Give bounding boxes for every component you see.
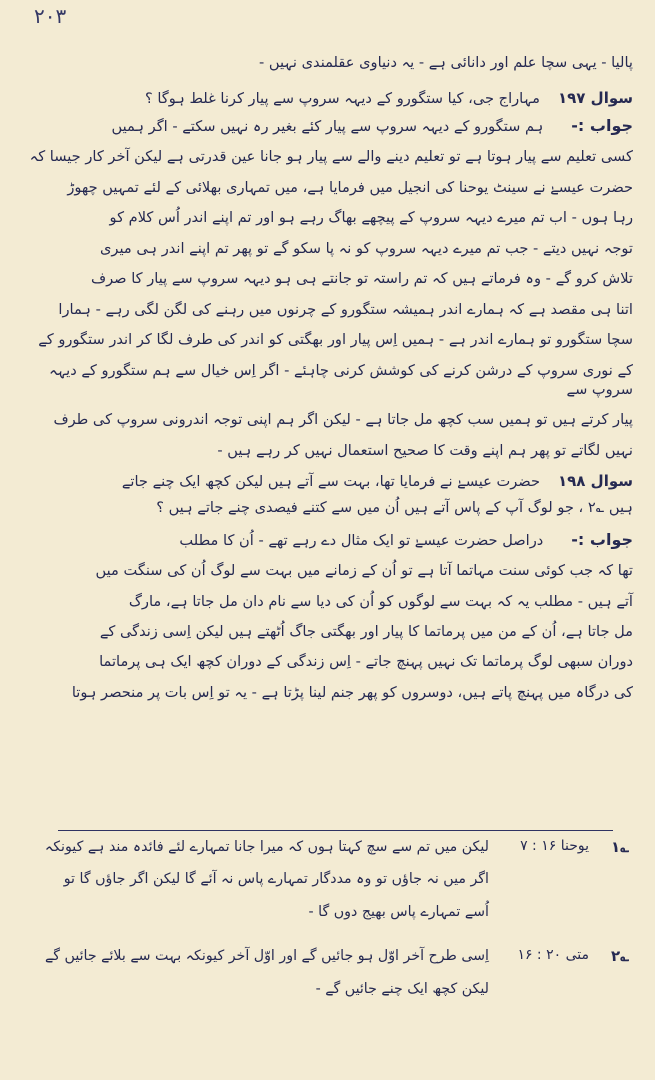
answer-line: توجہ نہیں دیتے - جب تم میرے دیہہ سروپ کو نہ پا سکو گے تو پھر تم اپنے اندر ہی میری	[100, 239, 633, 257]
question-label: سوال ۱۹۸	[557, 472, 633, 491]
main-text	[26, 54, 633, 714]
answer-line: نہیں لگاتے تو پھر ہم اپنے وقت کا صحیح استعمال نہیں کر رہے ہیں -	[217, 441, 633, 459]
answer-line: رہا ہوں - اب تم میرے دیہہ سروپ کے پیچھے بھاگ رہے ہو اور تم اپنے اندر اُس کلام کو	[109, 209, 633, 227]
footnote-line: لیکن میں تم سے سچ کہتا ہوں کہ میرا جانا تمہارے لئے فائدہ مند ہے کیونکہ	[44, 839, 489, 855]
answer-line	[26, 530, 633, 551]
footnote-reference: متی ۲۰ : ۱۶	[517, 947, 589, 964]
footnote-line: اِسی طرح آخر اوّل ہو جائیں گے اور اوّل آخر کیونکہ بہت سے بلائے جائیں گے	[44, 948, 489, 965]
answer-line: کے نوری سروپ کے درشن کرنے کی کوشش کرنی چاہئے - اگر اِس خیال سے ہم ستگورو کے دیہہ سروپ سے	[49, 361, 633, 398]
footnote-line: اگر میں نہ جاؤں تو وہ مددگار تمہارے پاس نہ آئے گا لیکن اگر جاؤں گا تو	[63, 871, 489, 888]
footnotes	[30, 838, 629, 1024]
page-number: ۲۰۳	[34, 4, 67, 28]
footnote-reference: یوحنا ۱۶ : ۷	[520, 838, 589, 854]
question-198-header	[26, 472, 633, 490]
question-198	[26, 472, 633, 703]
answer-line: تلاش کرو گے - وہ فرماتے ہیں کہ تم راستہ تو جانتے ہی ہو دیہہ سروپ سے پیار کا صرف	[91, 270, 633, 288]
question-text: مہاراج جی، کیا ستگورو کے دیہہ سروپ سے پیار کرنا غلط ہوگا ؟	[144, 89, 540, 107]
footnote-number: ؎۱	[611, 838, 629, 856]
footnote-body	[30, 838, 489, 935]
answer-text: ہم ستگورو کے دیہہ سروپ سے پیار کئے بغیر رہ نہیں سکتے - اگر ہمیں	[111, 117, 544, 135]
answer-label: جواب :-	[571, 115, 633, 135]
answer-line: تھا کہ جب کوئی سنت مہاتما آتا ہے تو اُن کے زمانے میں بہت سے لوگ اُن کی سنگت میں	[95, 562, 633, 580]
footnote-body	[30, 947, 489, 1012]
answer-line: سچا ستگورو تو ہمارے اندر ہے - ہمیں اِس پیار اور بھگتی کو اندر کی طرف لگا کر اندر ستگورو کے	[38, 331, 633, 349]
answer-label: جواب :-	[571, 529, 633, 549]
intro-line: پالیا - یہی سچا علم اور دانائی ہے - یہ دنیاوی عقلمندی نہیں -	[258, 54, 633, 71]
answer-line	[26, 116, 633, 137]
question-label: سوال ۱۹۷	[557, 88, 633, 107]
intro	[26, 54, 633, 73]
footnote-number: ؎۲	[611, 947, 629, 966]
answer-line: کی درگاہ میں پہنچ پاتے ہیں، دوسروں کو پھر جنم لینا پڑتا ہے - یہ تو اِس بات پر منحصر ہوتا	[71, 683, 633, 701]
answer-line: مل جاتا ہے، اُن کے من میں پرماتما کا پیار اور بھگتی جاگ اُٹھتے ہیں لیکن اِسی زندگی کے	[99, 622, 633, 640]
footnote-line: اُسے تمہارے پاس بھیج دوں گا -	[308, 903, 489, 920]
answer-text: دراصل حضرت عیسےٰ تو ایک مثال دے رہے تھے - اُن کا مطلب	[179, 531, 544, 549]
answer-line: کسی تعلیم سے پیار ہوتا ہے تو تعلیم دینے والے سے پیار ہو جانا عین قدرتی ہے لیکن آخر کار جیسا کہ	[29, 148, 633, 166]
answer-line: اتنا ہی مقصد ہے کہ ہمارے اندر ہمیشہ ستگورو کے چرنوں میں رہنے کی لگن لگی رہے - ہمارا	[58, 300, 633, 318]
answer-line: پیار کرتے ہیں تو ہمیں سب کچھ مل جاتا ہے - لیکن اگر ہم اپنی توجہ اندرونی سروپ کی طرف	[53, 411, 633, 429]
question-197	[26, 89, 633, 461]
footnote-line: لیکن کچھ ایک چنے جائیں گے -	[315, 980, 489, 997]
answer-line: حضرت عیسےٰ نے سینٹ یوحنا کی انجیل میں فرمایا ہے، میں تمہاری بھلائی کے لئے تمہیں چھوڑ	[67, 178, 633, 196]
question-text: حضرت عیسےٰ نے فرمایا تھا، بہت سے آتے ہیں لیکن کچھ ایک چنے جاتے	[121, 473, 540, 491]
footnote-1	[30, 838, 629, 935]
footnote-2	[30, 947, 629, 1012]
question-197-header	[26, 89, 633, 107]
answer-line: آتے ہیں - مطلب یہ کہ بہت سے لوگوں کو اُن کی دیا سے نام دان مل جاتا ہے، مارگ	[128, 592, 633, 610]
question-continuation: ہیں ؎۲ ، جو لوگ آپ کے پاس آتے ہیں اُن میں سے کتنے فیصدی چنے جاتے ہیں ؟	[156, 499, 633, 517]
footnote-divider	[58, 830, 613, 831]
answer-line: دوران سبھی لوگ پرماتما تک نہیں پہنچ جاتے - اِس زندگی کے دوران کچھ ایک ہی پرماتما	[99, 653, 633, 671]
